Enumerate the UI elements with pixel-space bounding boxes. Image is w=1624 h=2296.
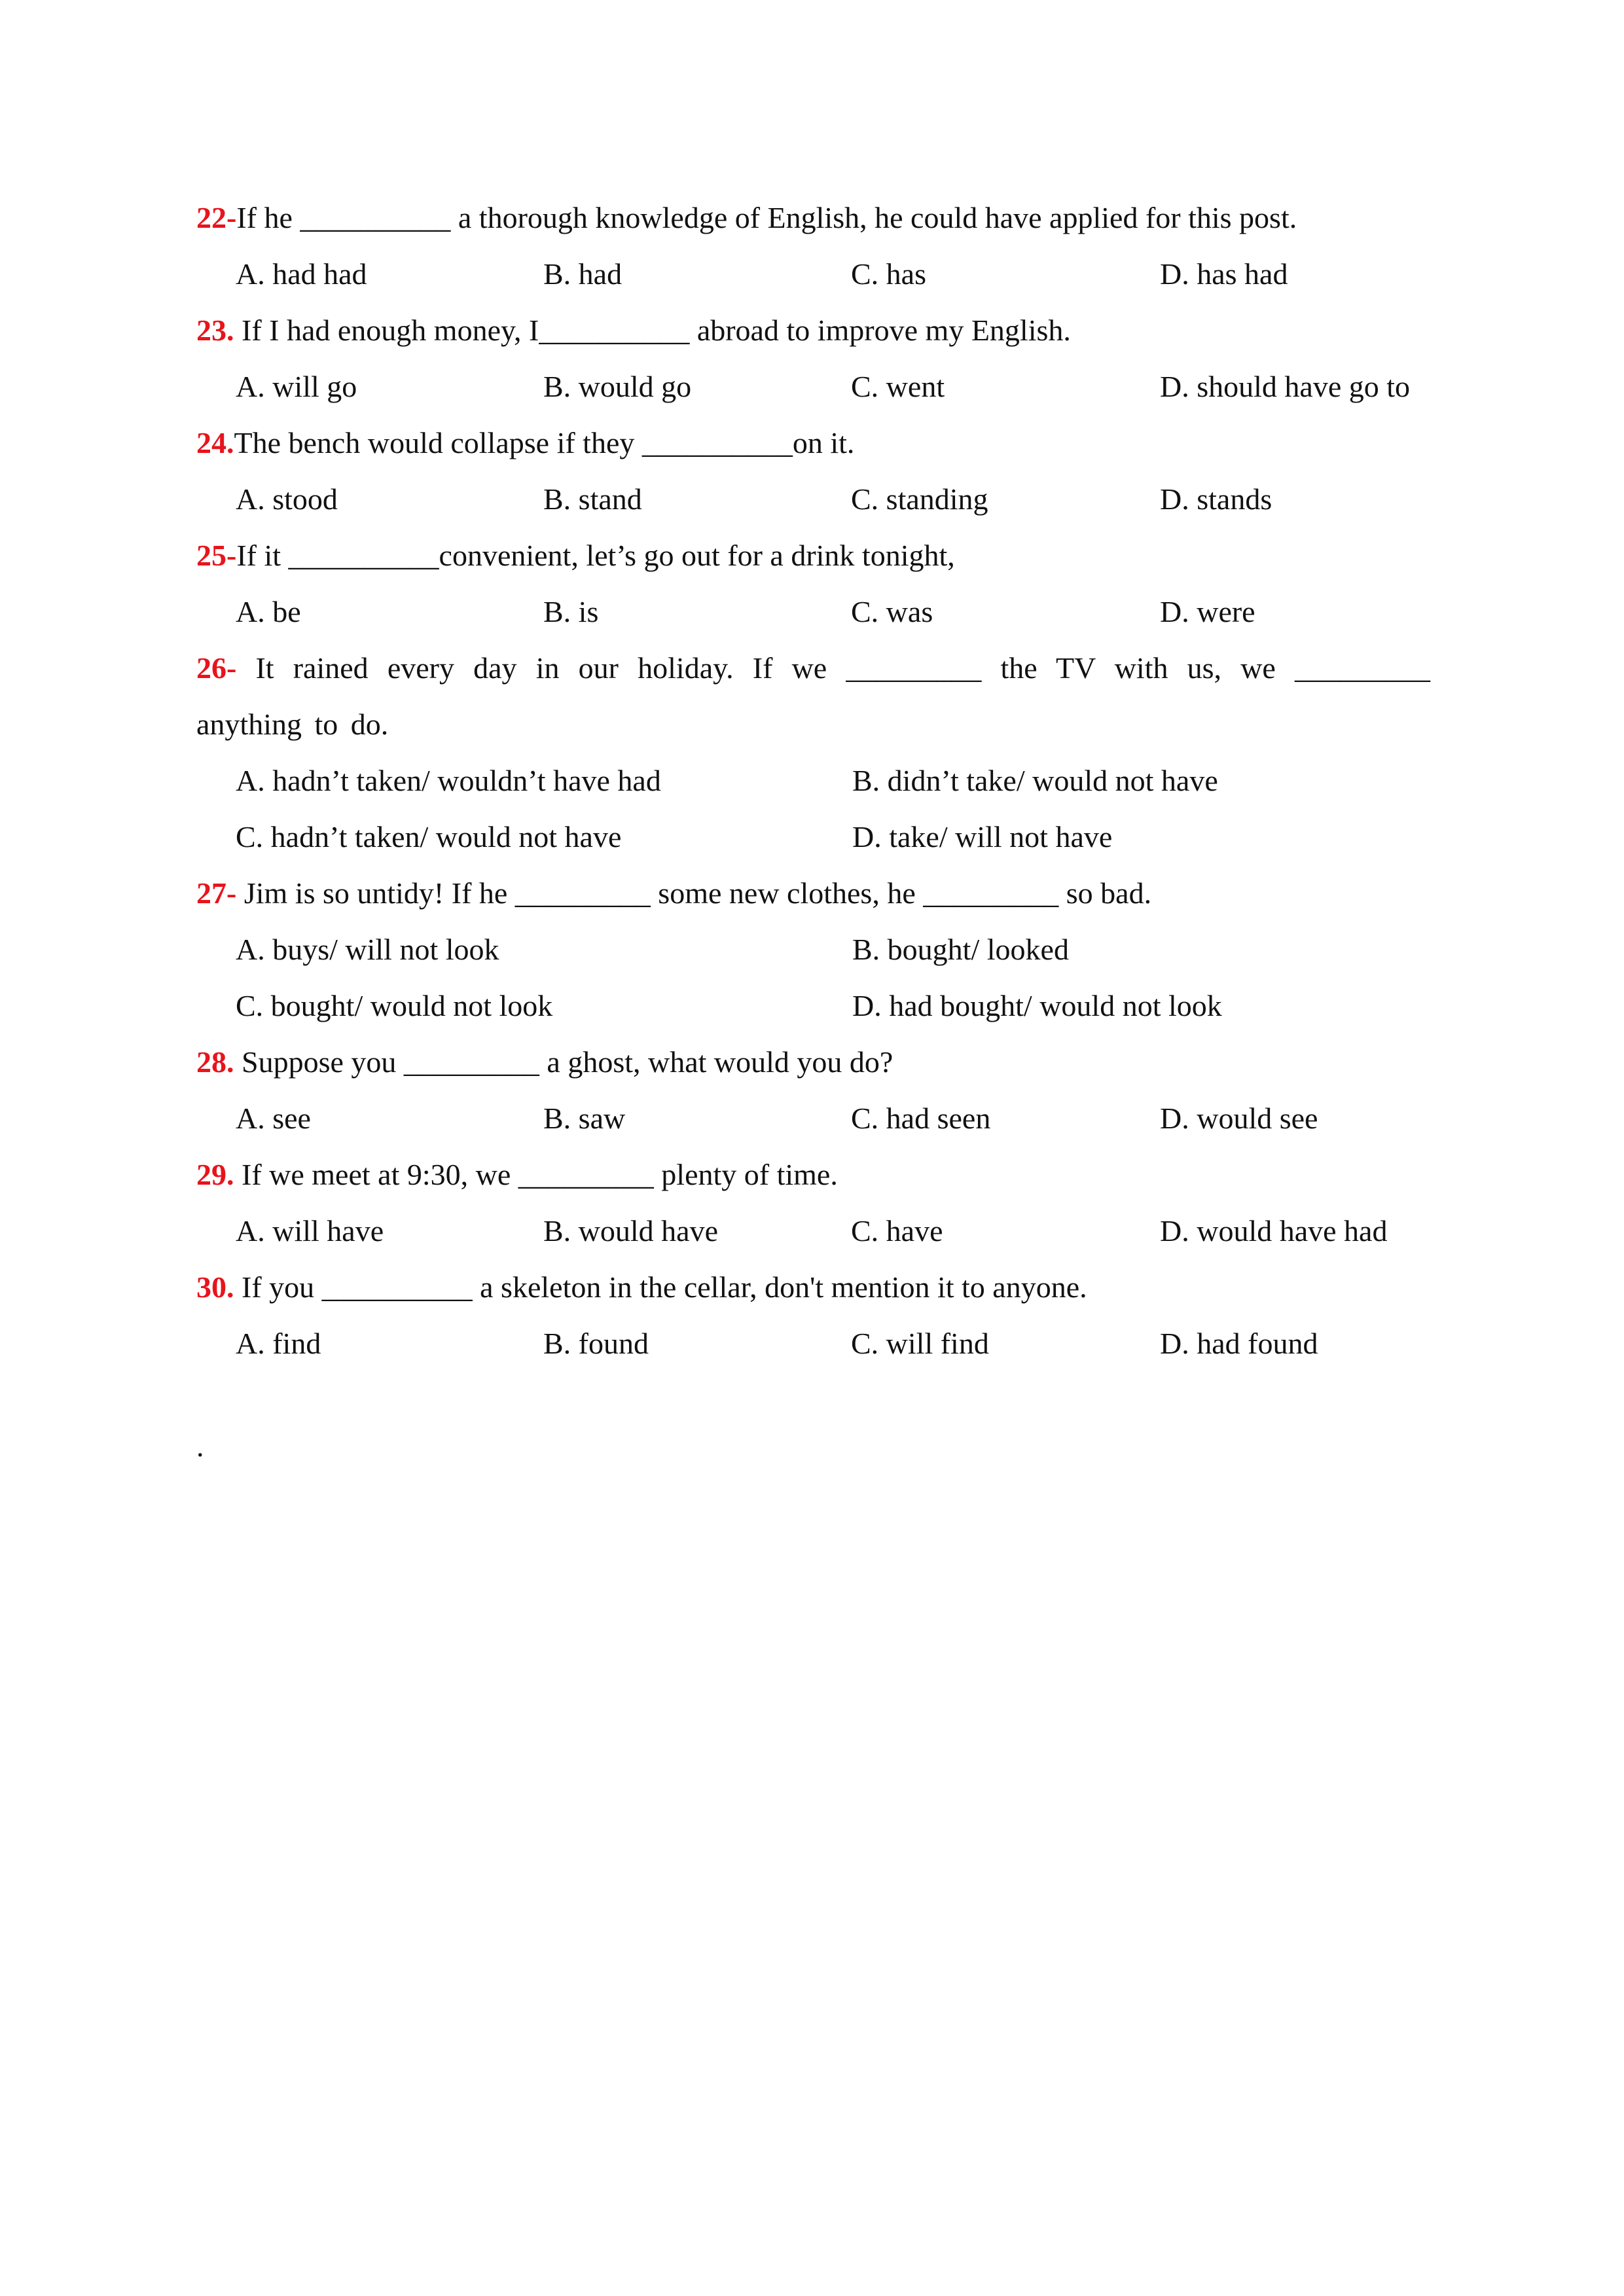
options-row — [196, 359, 1453, 415]
question-stem — [196, 640, 1430, 753]
question-number: 27- — [196, 876, 237, 910]
options-row — [196, 809, 1453, 865]
question-28 — [196, 1034, 1453, 1147]
question-number: 30. — [196, 1270, 234, 1304]
question-26 — [196, 640, 1453, 865]
question-stem — [196, 415, 1453, 471]
trailing-period: . — [196, 1429, 204, 1463]
option-a: A. hadn’t taken/ wouldn’t have had — [236, 764, 661, 797]
question-text: If I had enough money, I__________ abroad to improve my English. — [234, 314, 1071, 347]
question-number: 28. — [196, 1045, 234, 1079]
option-a: A. buys/ will not look — [236, 933, 499, 966]
option-d: D. take/ will not have — [852, 820, 1113, 853]
option-d: D. stands — [1160, 482, 1272, 516]
question-number: 26- — [196, 651, 237, 685]
option-d: D. were — [1160, 595, 1255, 628]
option-b: B. would have — [543, 1214, 719, 1247]
question-stem — [196, 528, 1453, 584]
question-24 — [196, 415, 1453, 528]
question-number: 23. — [196, 314, 234, 347]
option-b: B. bought/ looked — [852, 933, 1069, 966]
option-c: C. was — [851, 595, 933, 628]
option-b: B. had — [543, 257, 623, 291]
options-row — [196, 1090, 1453, 1147]
option-d: D. had found — [1160, 1327, 1318, 1360]
option-a: A. find — [236, 1327, 321, 1360]
question-22 — [196, 190, 1453, 302]
option-c: C. have — [851, 1214, 943, 1247]
question-23 — [196, 302, 1453, 415]
option-a: A. stood — [236, 482, 338, 516]
options-row — [196, 1203, 1453, 1259]
question-text: The bench would collapse if they __________on it. — [234, 426, 855, 459]
question-text: Jim is so untidy! If he _________ some new clothes, he _________ so bad. — [236, 876, 1152, 910]
options-row — [196, 246, 1453, 302]
options-row — [196, 753, 1453, 809]
question-text: If we meet at 9:30, we _________ plenty of time. — [234, 1158, 838, 1191]
option-a: A. will go — [236, 370, 357, 403]
option-d: D. had bought/ would not look — [852, 989, 1222, 1022]
options-row — [196, 1316, 1453, 1372]
question-stem — [196, 190, 1453, 246]
option-b: B. saw — [543, 1102, 626, 1135]
options-row — [196, 584, 1453, 640]
option-c: C. went — [851, 370, 945, 403]
option-c: C. standing — [851, 482, 988, 516]
question-stem — [196, 865, 1453, 922]
option-c: C. will find — [851, 1327, 989, 1360]
question-29 — [196, 1147, 1453, 1259]
option-a: A. will have — [236, 1214, 384, 1247]
option-c: C. had seen — [851, 1102, 991, 1135]
option-a: A. had had — [236, 257, 367, 291]
question-number: 29. — [196, 1158, 234, 1191]
question-27 — [196, 865, 1453, 1034]
option-c: C. bought/ would not look — [236, 989, 553, 1022]
option-a: A. see — [236, 1102, 311, 1135]
question-25 — [196, 528, 1453, 640]
question-number: 25- — [196, 539, 237, 572]
option-a: A. be — [236, 595, 301, 628]
option-b: B. would go — [543, 370, 692, 403]
options-row — [196, 978, 1453, 1034]
question-stem — [196, 1034, 1453, 1090]
option-d: D. has had — [1160, 257, 1288, 291]
question-text: If you __________ a skeleton in the cellar, don't mention it to anyone. — [234, 1270, 1087, 1304]
question-stem — [196, 1147, 1453, 1203]
option-d: D. would have had — [1160, 1214, 1388, 1247]
option-d: D. would see — [1160, 1102, 1318, 1135]
question-number: 24. — [196, 426, 234, 459]
question-text: If it __________convenient, let’s go out for a drink tonight, — [236, 539, 955, 572]
question-number: 22- — [196, 201, 237, 234]
question-text: Suppose you _________ a ghost, what would you do? — [234, 1045, 893, 1079]
option-c: C. hadn’t taken/ would not have — [236, 820, 622, 853]
question-stem — [196, 1259, 1453, 1316]
options-row — [196, 922, 1453, 978]
question-list — [196, 190, 1453, 1372]
question-30 — [196, 1259, 1453, 1372]
option-b: B. didn’t take/ would not have — [852, 764, 1218, 797]
question-text: It rained every day in our holiday. If we _________ the TV with us, we _________ anything to do. — [196, 651, 1430, 741]
option-b: B. is — [543, 595, 599, 628]
question-stem — [196, 302, 1453, 359]
option-d: D. should have go to — [1160, 370, 1411, 403]
option-c: C. has — [851, 257, 926, 291]
option-b: B. found — [543, 1327, 649, 1360]
options-row — [196, 471, 1453, 528]
question-text: If he __________ a thorough knowledge of English, he could have applied for this post. — [236, 201, 1297, 234]
option-b: B. stand — [543, 482, 642, 516]
